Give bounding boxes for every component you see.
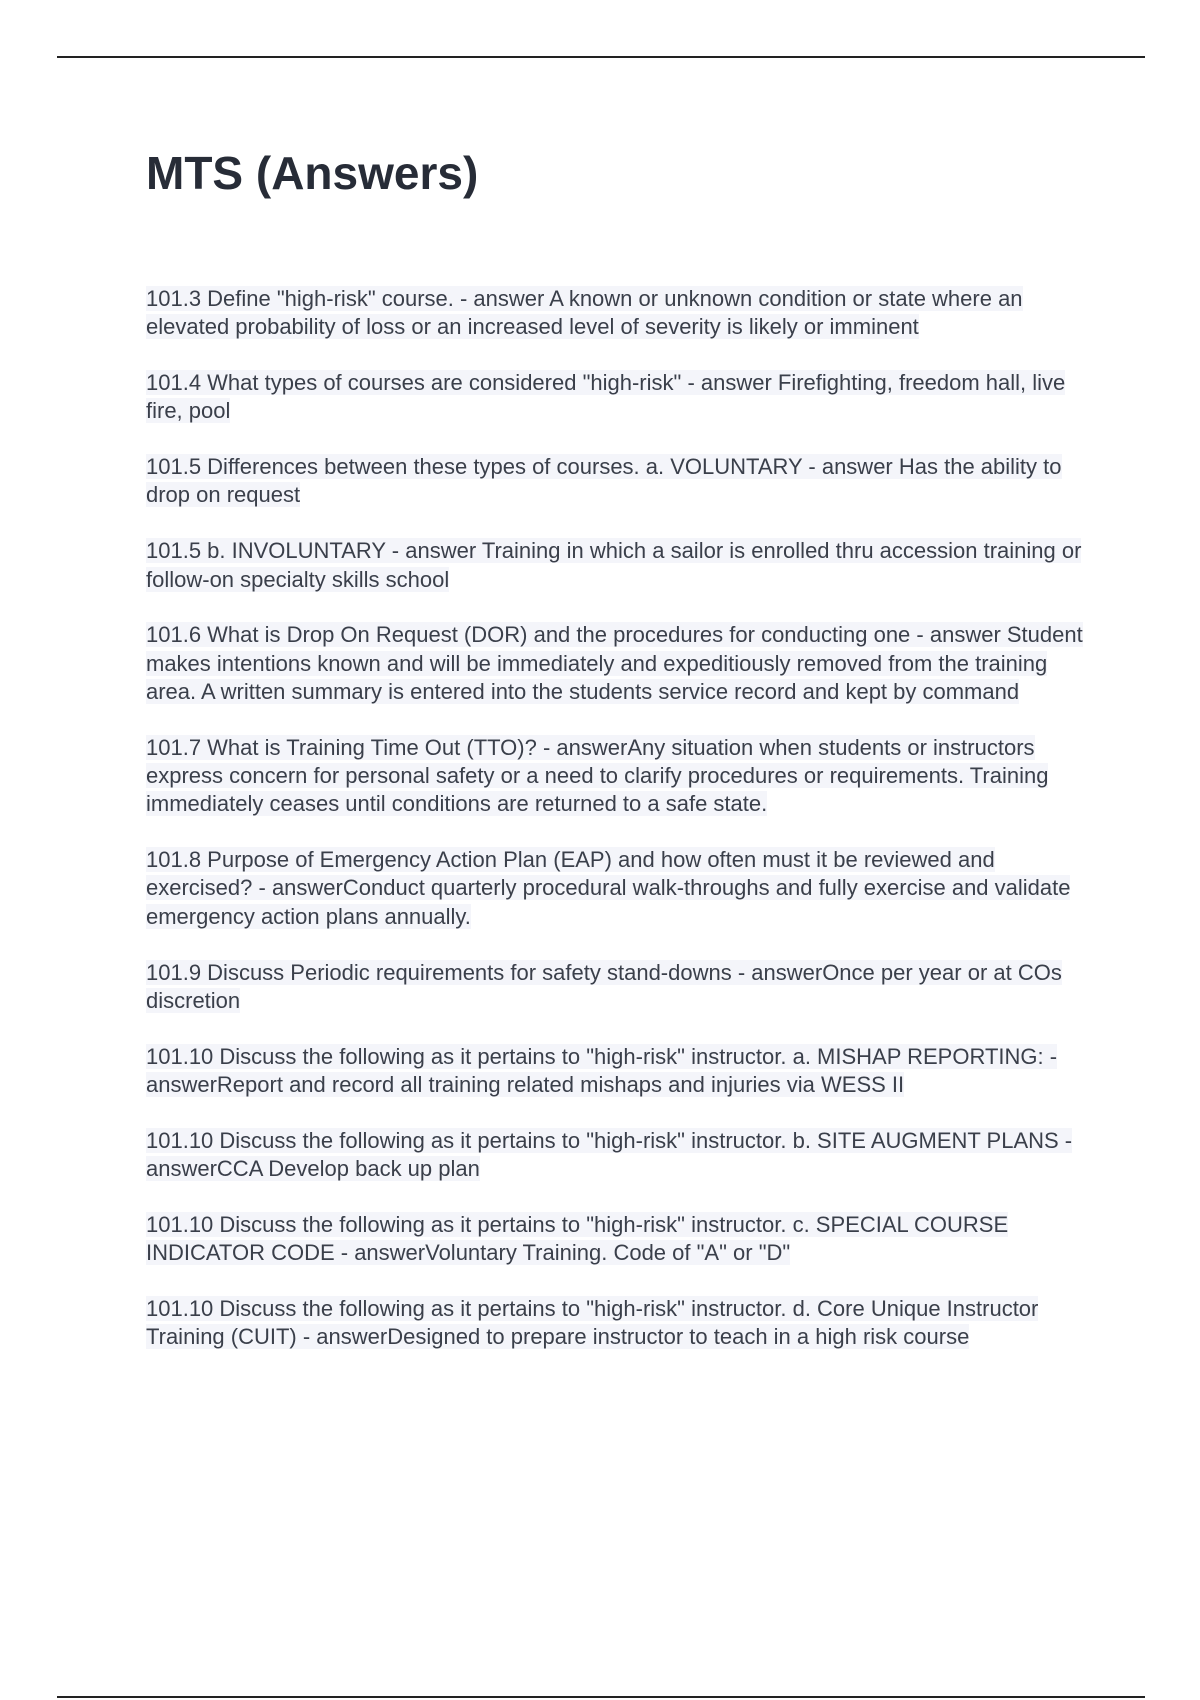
- qa-item: [146, 1043, 1086, 1100]
- qa-text: 101.7 What is Training Time Out (TTO)? - answerAny situation when students or instructors express concern for personal safety or a need to clarify procedures or requirements. Training immediately ceases until conditions are returned to a safe state.: [146, 734, 1049, 817]
- qa-text: 101.6 What is Drop On Request (DOR) and the procedures for conducting one - answer Student makes intentions known and will be immediately and expeditiously removed from the training area. A written summary is entered into the students service record and kept by command: [146, 622, 1083, 704]
- qa-text: 101.10 Discuss the following as it pertains to "high-risk" instructor. d. Core Unique Instructor Training (CUIT) - answerDesigned to prepare instructor to teach in a high risk course: [146, 1295, 1039, 1350]
- qa-list: [146, 285, 1086, 1352]
- qa-item: [146, 621, 1086, 706]
- qa-item: [146, 369, 1086, 426]
- qa-item: [146, 537, 1086, 594]
- qa-text: 101.3 Define "high-risk" course. - answer A known or unknown condition or state where an elevated probability of loss or an increased level of severity is likely or imminent: [146, 286, 1023, 340]
- header-divider: [57, 56, 1145, 58]
- document-body: [146, 145, 1086, 1379]
- qa-text: 101.5 b. INVOLUNTARY - answer Training in which a sailor is enrolled thru accession training or follow-on specialty skills school: [146, 538, 1082, 592]
- qa-text: 101.4 What types of courses are considered "high-risk" - answer Firefighting, freedom hall, live fire, pool: [146, 370, 1066, 424]
- qa-text: 101.5 Differences between these types of courses. a. VOLUNTARY - answer Has the ability to drop on request: [146, 454, 1062, 508]
- qa-item: [146, 1295, 1086, 1352]
- footer-divider: [57, 1696, 1145, 1698]
- qa-item: [146, 734, 1086, 819]
- qa-item: [146, 846, 1086, 931]
- qa-item: [146, 285, 1086, 342]
- qa-text: 101.10 Discuss the following as it pertains to "high-risk" instructor. b. SITE AUGMENT PLANS - answerCCA Develop back up plan: [146, 1127, 1073, 1182]
- qa-item: [146, 1211, 1086, 1268]
- qa-item: [146, 1127, 1086, 1184]
- qa-text: 101.8 Purpose of Emergency Action Plan (EAP) and how often must it be reviewed and exercised? - answerConduct quarterly procedural walk-throughs and fully exercise and validate emergency action plans annually.: [146, 847, 1071, 929]
- qa-item: [146, 453, 1086, 510]
- document-title: MTS (Answers): [146, 147, 479, 199]
- qa-item: [146, 959, 1086, 1016]
- qa-text: 101.10 Discuss the following as it pertains to "high-risk" instructor. c. SPECIAL COURSE INDICATOR CODE - answerVoluntary Training. Code of "A" or "D": [146, 1211, 1009, 1266]
- qa-text: 101.9 Discuss Periodic requirements for safety stand-downs - answerOnce per year or at COs discretion: [146, 959, 1062, 1013]
- qa-text: 101.10 Discuss the following as it pertains to "high-risk" instructor. a. MISHAP REPORTING: - answerReport and record all training related mishaps and injuries via WESS II: [146, 1043, 1058, 1097]
